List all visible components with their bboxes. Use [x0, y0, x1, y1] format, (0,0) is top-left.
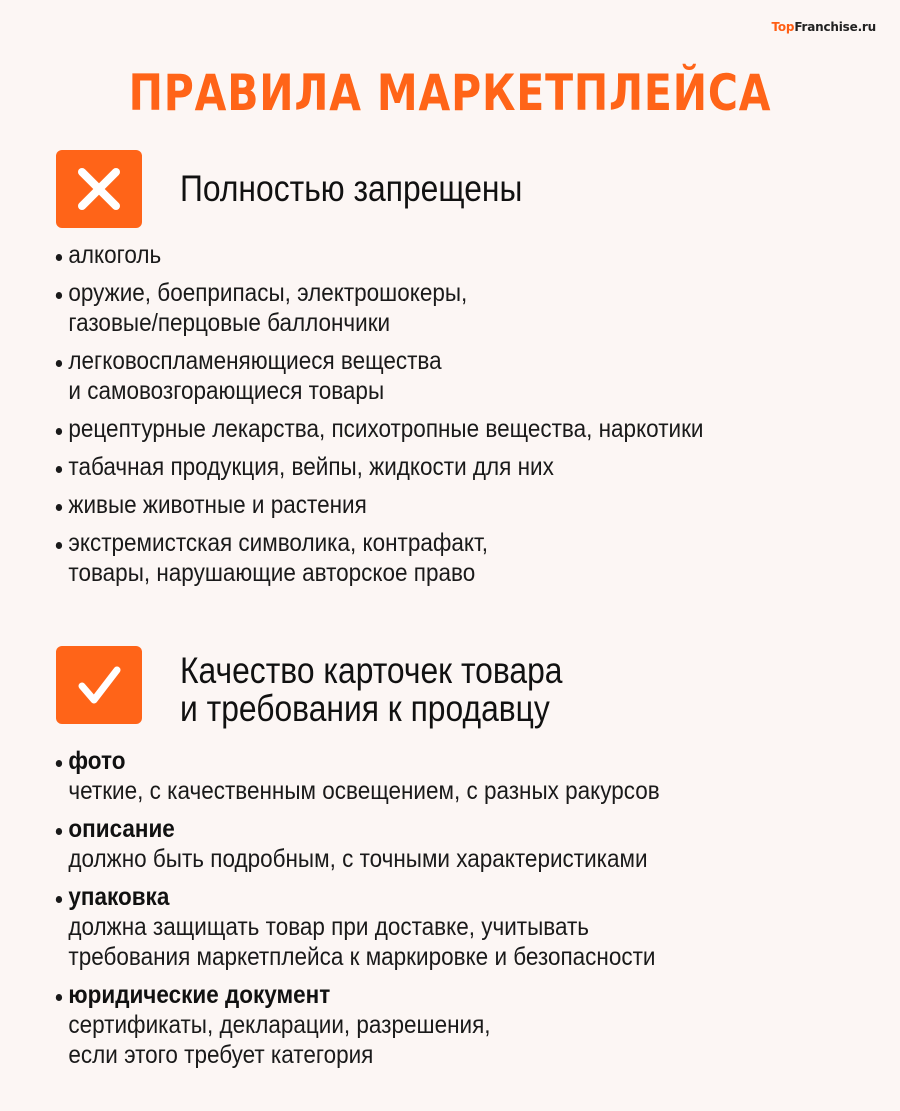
- item-text: табачная продукция, вейпы, жидкости для них: [68, 453, 554, 481]
- list-item: [54, 414, 703, 444]
- item-text: живые животные и растения: [68, 491, 367, 519]
- prohibited-icon-box: [56, 150, 142, 228]
- list-item: [54, 882, 660, 972]
- section-title-requirements: [180, 652, 562, 728]
- item-text: товары, нарушающие авторское право: [68, 559, 476, 587]
- requirements-icon-box: [56, 646, 142, 724]
- section-title-line: и требования к продавцу: [180, 688, 550, 729]
- list-item: [54, 278, 703, 338]
- list-item: [54, 452, 703, 482]
- item-heading: юридические документ: [68, 981, 331, 1009]
- list-item: [54, 980, 660, 1070]
- item-text: газовые/перцовые баллончики: [68, 309, 391, 337]
- item-text: если этого требует категория: [68, 1041, 374, 1069]
- section-title-prohibited: [180, 170, 522, 208]
- brand-prefix: Top: [771, 20, 795, 34]
- section-title-line: Полностью запрещены: [180, 168, 523, 209]
- item-text: требования маркетплейса к маркировке и безопасности: [68, 943, 656, 971]
- list-item: [54, 240, 703, 270]
- item-heading: фото: [68, 747, 126, 775]
- item-text: легковоспламеняющиеся вещества: [68, 347, 442, 375]
- section-title-line: Качество карточек товара: [180, 650, 563, 691]
- prohibited-list: [54, 240, 776, 588]
- item-text: оружие, боеприпасы, электрошокеры,: [68, 279, 468, 307]
- list-item: [54, 746, 660, 806]
- list-item: [54, 490, 703, 520]
- page-title: ПРАВИЛА МАРКЕТПЛЕЙСА: [128, 64, 772, 122]
- close-icon: [74, 164, 124, 214]
- item-text: четкие, с качественным освещением, с разных ракурсов: [68, 777, 660, 805]
- item-text: и самовозгорающиеся товары: [68, 377, 385, 405]
- item-text: должно быть подробным, с точными характеристиками: [68, 845, 648, 873]
- list-item: [54, 346, 703, 406]
- check-icon: [74, 660, 124, 710]
- item-text: рецептурные лекарства, психотропные вещества, наркотики: [68, 415, 704, 443]
- requirements-list: [54, 746, 727, 1070]
- item-text: должна защищать товар при доставке, учитывать: [68, 913, 589, 941]
- brand-logo: [772, 20, 877, 34]
- list-item: [54, 528, 703, 588]
- item-text: сертификаты, декларации, разрешения,: [68, 1011, 491, 1039]
- item-text: экстремистская символика, контрафакт,: [68, 529, 489, 557]
- item-text: алкоголь: [68, 241, 162, 269]
- item-heading: упаковка: [68, 883, 170, 911]
- item-heading: описание: [68, 815, 175, 843]
- list-item: [54, 814, 660, 874]
- brand-suffix: Franchise.ru: [794, 20, 876, 34]
